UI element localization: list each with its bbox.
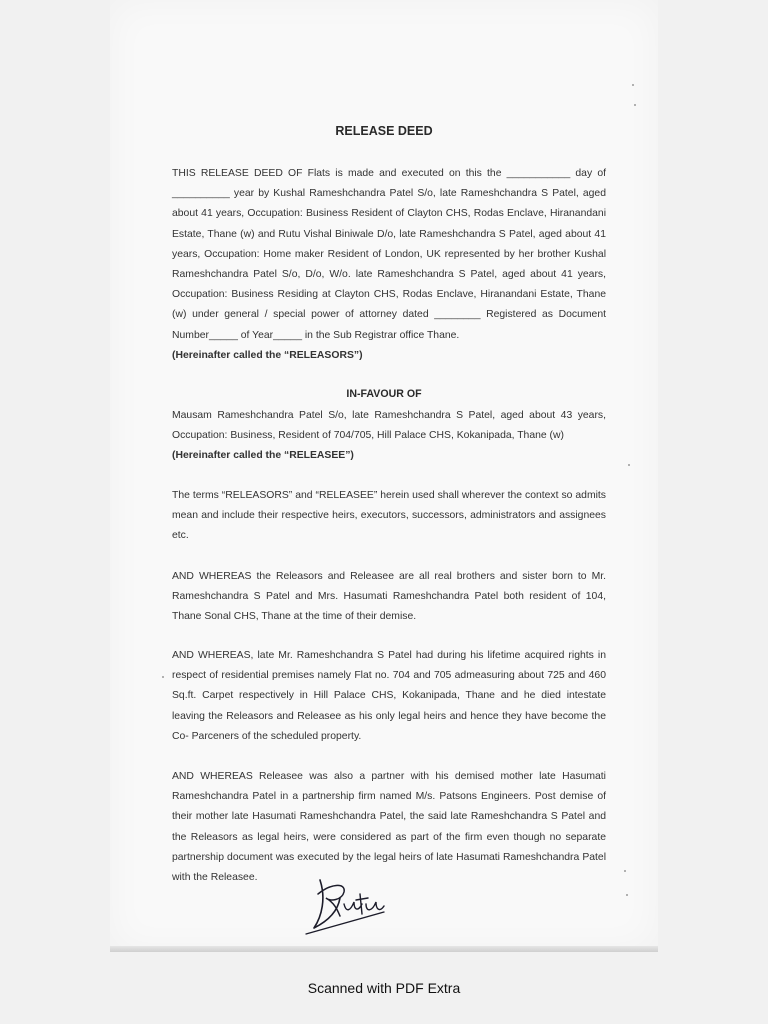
page-bottom-edge xyxy=(110,946,658,952)
releasors-paragraph xyxy=(172,164,606,366)
releasors-text: THIS RELEASE DEED OF Flats is made and executed on this the ___________ day of __________ year by Kushal Rameshchandra Patel S/o, late Rameshchandra S Patel, aged about 41 years, Occupation: Business Resident of Clayton CHS, Rodas Enclave, Hiranandani Estate, Thane (w) and Rutu Vishal Biniwale D/o, late Rameshchandra S Patel, aged about 41 years, Occupation: Home maker Resident of London, UK represented by her brother Kushal Rameshchandra Patel S/o, D/o, W/o. late Rameshchandra S Patel, aged about 41 years, Occupation: Business Residing at Clayton CHS, Rodas Enclave, Hiranandani Estate, Thane (w) under general / special power of attorney dated ________ Registered as Document Number_____ of Year_____ in the Sub Registrar office Thane. xyxy=(172,168,606,341)
handwritten-signature xyxy=(300,868,390,940)
whereas-paragraph-1: AND WHEREAS the Releasors and Releasee are all real brothers and sister born to Mr. Rameshchandra S Patel and Mrs. Hasumati Rameshchandra Patel both resident of 104, Thane Sonal CHS, Thane at the time of their demise. xyxy=(172,571,606,623)
releasors-definition: (Hereinafter called the “RELEASORS”) xyxy=(172,349,363,361)
whereas-paragraph-3: AND WHEREAS Releasee was also a partner with his demised mother late Hasumati Rameshchandra Patel in a partnership firm named M/s. Patsons Engineers. Post demise of their mother late Hasumati Rameshchandra Patel, the said late Rameshchandra S Patel and the Releasors as legal heirs, were considered as part of the firm even though no separate partnership document was executed by the legal heirs of late Hasumati Rameshchandra Patel with the Releasee. xyxy=(172,771,606,884)
scan-footer-text: Scanned with PDF Extra xyxy=(307,980,461,996)
releasee-paragraph xyxy=(172,406,606,467)
releasee-definition: (Hereinafter called the “RELEASEE”) xyxy=(172,450,354,462)
releasee-text: Mausam Rameshchandra Patel S/o, late Rameshchandra S Patel, aged about 43 years, Occupation: Business, Resident of 704/705, Hill Palace CHS, Kokanipada, Thane (w) xyxy=(172,410,606,442)
terms-paragraph: The terms “RELEASORS” and “RELEASEE” herein used shall wherever the context so admits mean and include their respective heirs, executors, successors, administrators and assignees etc. xyxy=(172,490,606,542)
whereas-paragraph-2: AND WHEREAS, late Mr. Rameshchandra S Patel had during his lifetime acquired rights in respect of residential premises namely Flat no. 704 and 705 admeasuring about 725 and 460 Sq.ft. Carpet respectively in Hill Palace CHS, Kokanipada, Thane and he died intestate leaving the Releasors and Releasee as his only legal heirs and hence they have become the Co- Parceners of the scheduled property. xyxy=(172,650,606,742)
document-title: RELEASE DEED xyxy=(335,124,433,138)
scanned-page xyxy=(110,0,658,952)
in-favour-heading: IN-FAVOUR OF xyxy=(346,388,422,400)
